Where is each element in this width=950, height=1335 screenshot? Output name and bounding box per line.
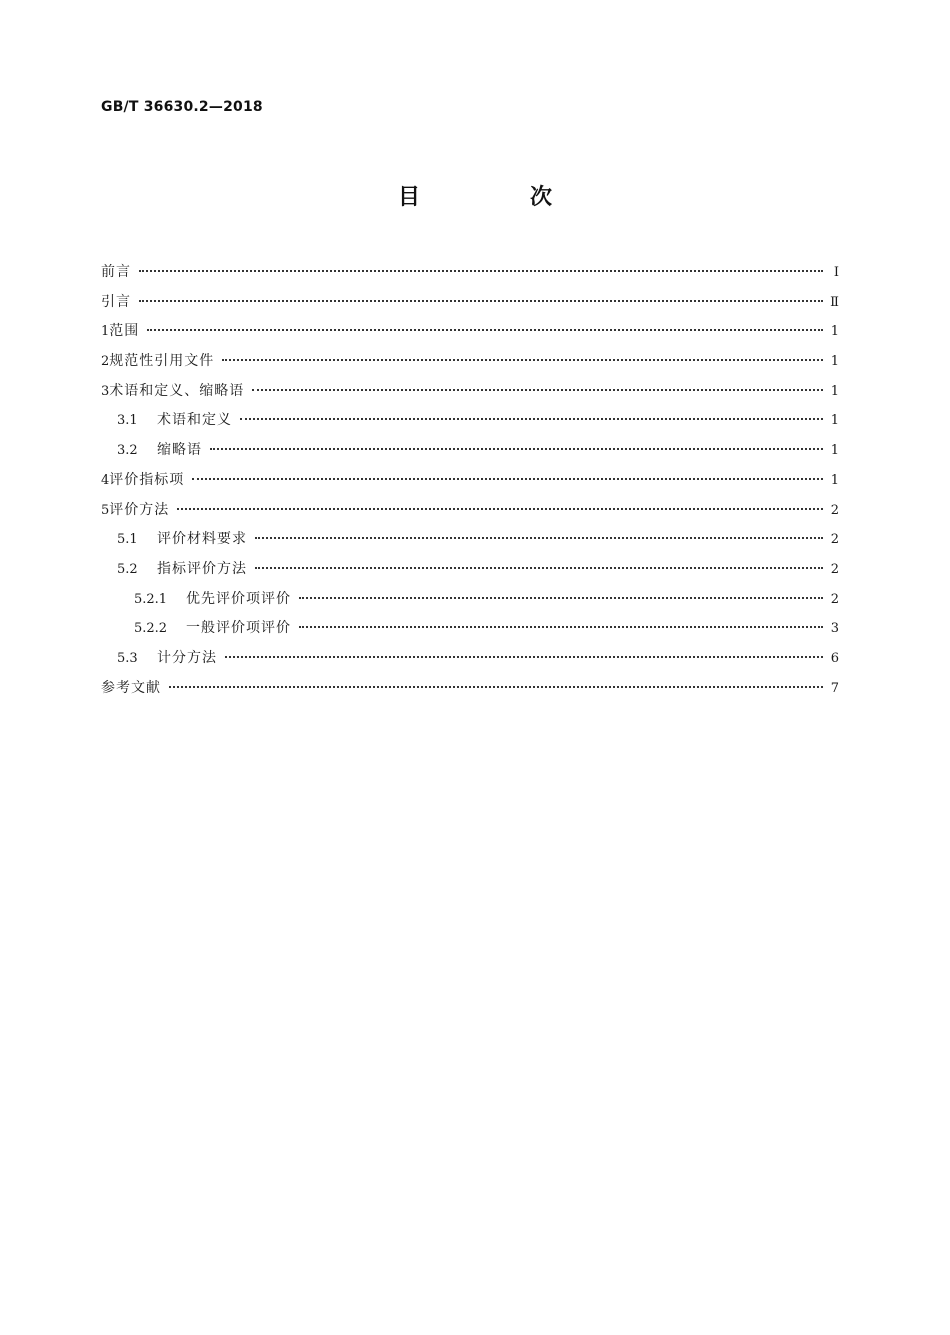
toc-dot-leader [225, 656, 823, 658]
toc-dot-leader [210, 448, 823, 450]
toc-entry-number: 3.2 [117, 443, 138, 459]
toc-entry-title: 引言 [101, 293, 131, 310]
toc-entry-page: 1 [830, 383, 839, 399]
toc-entry-introduction[interactable] [101, 288, 839, 318]
toc-entry-5-3[interactable] [101, 644, 839, 674]
toc-entry-number: 3 [101, 383, 110, 399]
toc-entry-bibliography[interactable] [101, 674, 839, 704]
toc-entry-number: 3.1 [117, 413, 138, 429]
toc-dot-leader [222, 359, 823, 361]
toc-entry-page: 2 [830, 502, 839, 518]
toc-entry-foreword[interactable] [101, 258, 839, 288]
toc-entry-page: Ⅰ [833, 265, 839, 280]
toc-dot-leader [299, 597, 823, 599]
toc-entry-title: 评价材料要求 [157, 531, 247, 548]
toc-dot-leader [252, 389, 823, 391]
toc-entry-title: 术语和定义 [157, 412, 232, 429]
toc-entry-page: Ⅱ [830, 294, 839, 310]
toc-entry-title: 参考文献 [101, 679, 161, 696]
toc-entry-page: 6 [830, 650, 839, 666]
toc-entry-number: 5.2.1 [134, 591, 168, 607]
toc-entry-number: 5 [101, 502, 110, 518]
toc-entry-page: 7 [830, 680, 839, 696]
toc-entry-title: 优先评价项评价 [186, 590, 291, 607]
toc-entry-5-2-1[interactable] [101, 585, 839, 615]
toc-entry-3-2[interactable] [101, 436, 839, 466]
toc-dot-leader [192, 478, 823, 480]
toc-entry-title: 前言 [101, 264, 131, 280]
toc-entry-page: 1 [830, 413, 839, 429]
toc-entry-5-1[interactable] [101, 525, 839, 555]
toc-entry-5[interactable] [101, 496, 839, 526]
toc-entry-page: 3 [830, 621, 839, 637]
toc-entry-title: 评价方法 [109, 501, 170, 518]
toc-entry-title: 规范性引用文件 [109, 353, 215, 370]
toc-dot-leader [255, 537, 823, 539]
toc-entry-title: 术语和定义、缩略语 [109, 382, 245, 399]
toc-entry-1[interactable] [101, 317, 839, 347]
toc-dot-leader [139, 270, 823, 272]
toc-entry-3[interactable] [101, 377, 839, 407]
toc-entry-4[interactable] [101, 466, 839, 496]
toc-entry-2[interactable] [101, 347, 839, 377]
toc-dot-leader [177, 508, 823, 510]
toc-dot-leader [169, 686, 823, 688]
toc-entry-title: 范围 [109, 323, 140, 340]
toc-entry-page: 1 [830, 324, 839, 340]
toc-dot-leader [299, 626, 823, 628]
toc-entry-number: 1 [101, 324, 110, 340]
toc-entry-3-1[interactable] [101, 406, 839, 436]
toc-entry-page: 1 [830, 354, 839, 370]
toc-entry-5-2-2[interactable] [101, 614, 839, 644]
toc-entry-page: 1 [830, 443, 839, 459]
toc-entry-number: 5.2.2 [134, 621, 168, 637]
toc-dot-leader [139, 300, 823, 302]
toc-entry-title: 缩略语 [157, 442, 202, 459]
toc-entry-5-2[interactable] [101, 555, 839, 585]
toc-entry-title: 指标评价方法 [157, 560, 247, 577]
page-title: 目 次 [397, 185, 596, 210]
toc-entry-page: 2 [830, 591, 839, 607]
toc-entry-number: 2 [101, 354, 110, 370]
toc-entry-title: 评价指标项 [109, 471, 185, 488]
toc-dot-leader [240, 418, 823, 420]
table-of-contents [101, 258, 839, 703]
standard-code: GB/T 36630.2—2018 [101, 99, 263, 115]
toc-dot-leader [147, 329, 823, 331]
toc-dot-leader [255, 567, 823, 569]
toc-entry-page: 2 [830, 532, 839, 548]
toc-entry-number: 5.2 [117, 561, 138, 577]
toc-entry-title: 计分方法 [157, 649, 217, 666]
toc-entry-page: 2 [830, 561, 839, 577]
toc-entry-number: 5.1 [117, 532, 138, 548]
toc-entry-title: 一般评价项评价 [186, 620, 291, 637]
toc-entry-number: 5.3 [117, 650, 138, 666]
toc-entry-page: 1 [830, 472, 839, 488]
toc-entry-number: 4 [101, 472, 110, 488]
